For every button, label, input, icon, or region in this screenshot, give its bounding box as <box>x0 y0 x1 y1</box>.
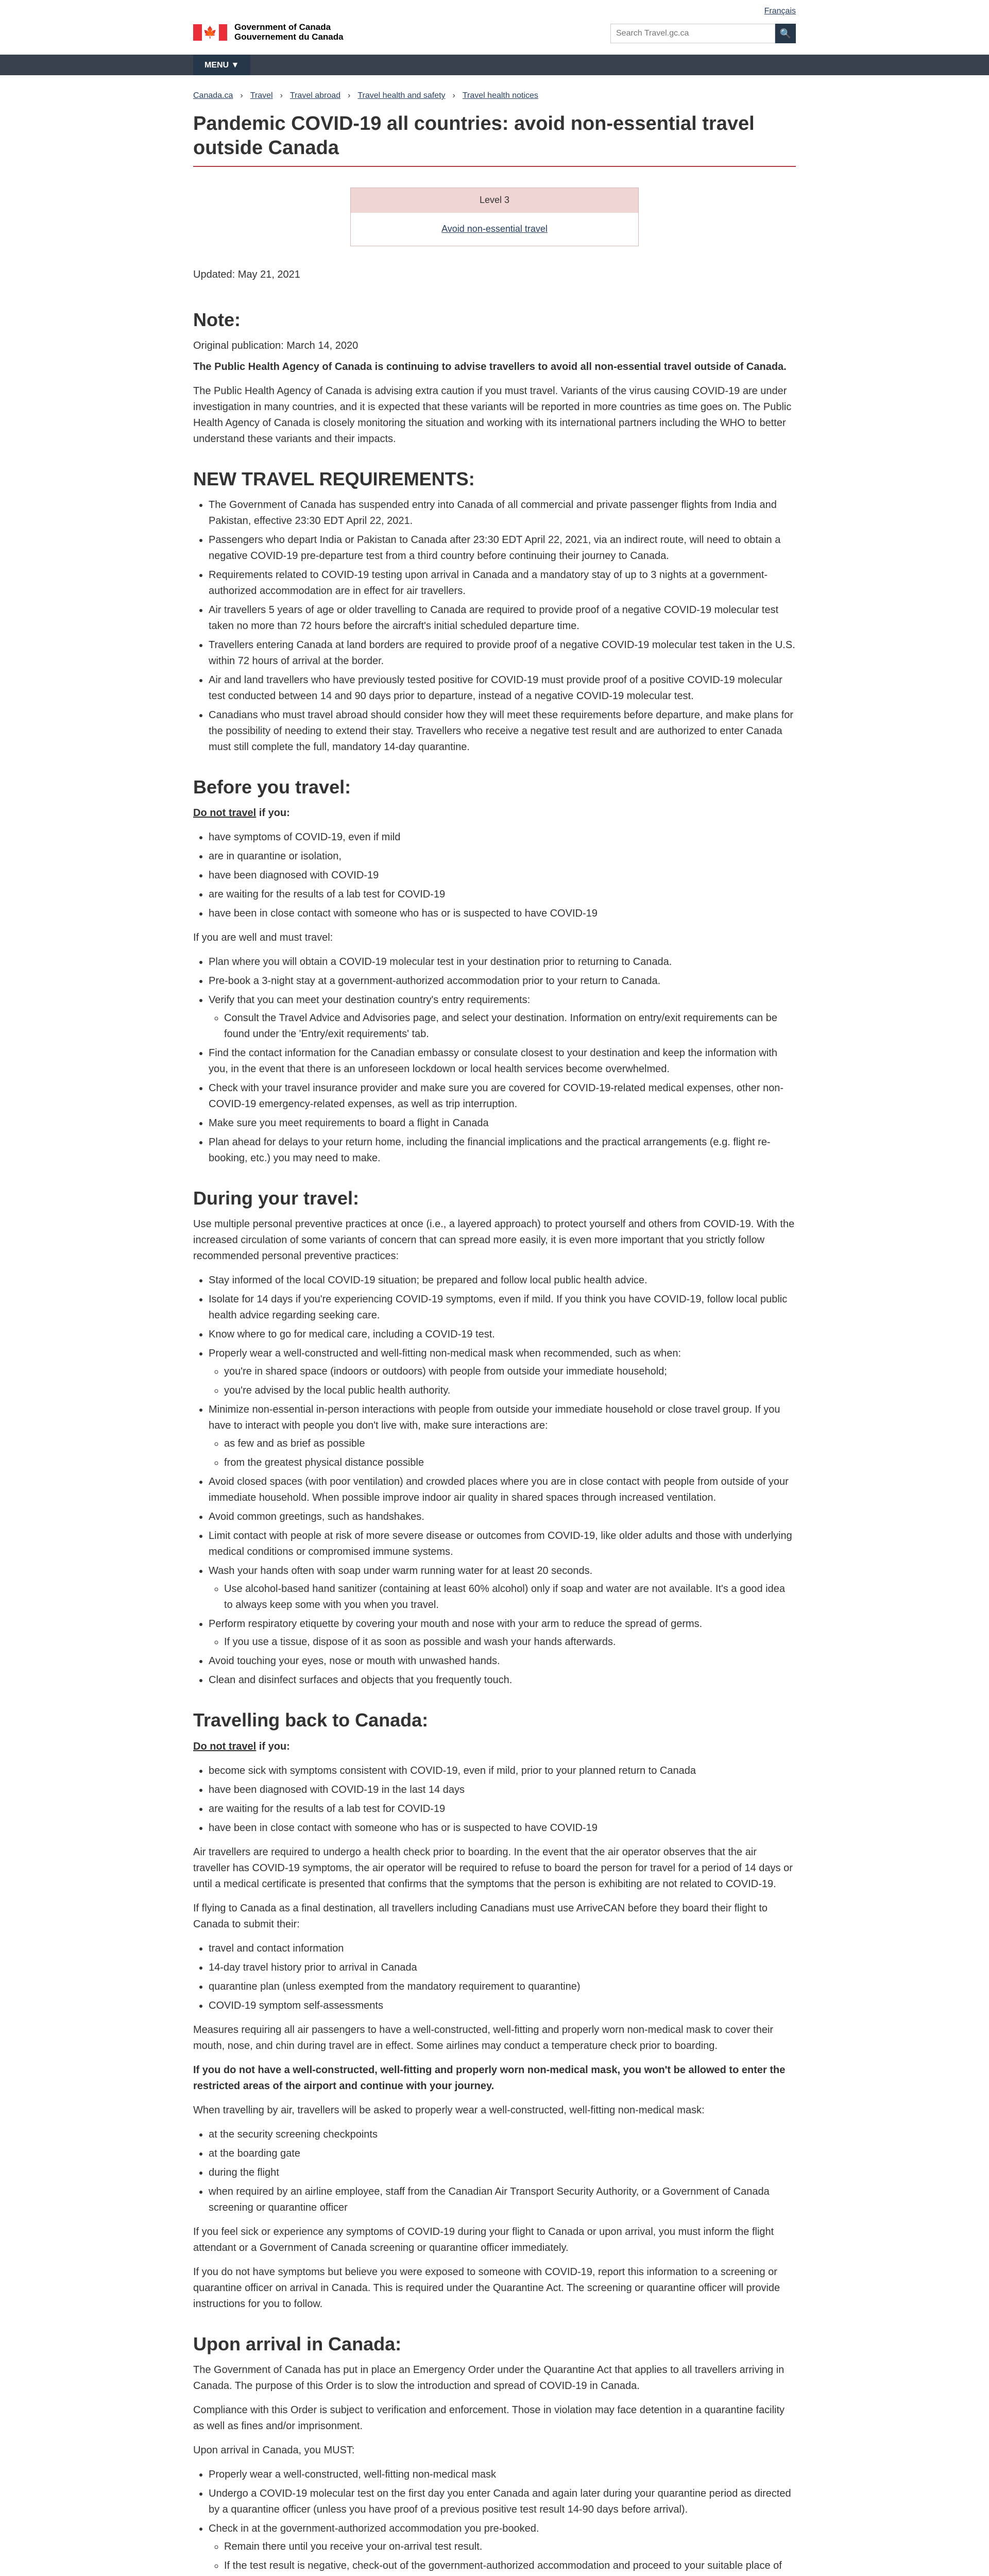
arrival-list <box>209 2467 796 2576</box>
list-item: • have been in close contact with someone who has or is suspected to have COVID-19 <box>209 1820 796 1836</box>
list-item: • Avoid touching your eyes, nose or mouth with unwashed hands. <box>209 1653 796 1669</box>
search-button[interactable] <box>775 24 796 43</box>
breadcrumb-item[interactable]: Travel health and safety <box>357 91 446 100</box>
requirements-list <box>209 497 796 755</box>
government-of-canada-logo[interactable] <box>193 23 344 42</box>
list-item: • have been in close contact with someone who has or is suspected to have COVID-19 <box>209 906 796 922</box>
emergency-order-text: The Government of Canada has put in place an Emergency Order under the Quarantine Act that applies to all travellers arriving in Canada. The purpose of this Order is to slow the introduction and spread of COVID-19 in Canada. <box>193 2364 785 2392</box>
mask-places-list <box>209 2127 796 2216</box>
list-item: • Perform respiratory etiquette by covering your mouth and nose with your arm to reduce the spread of germs. ◦ If you use a tissue, dispose of it as soon as possible and wash your hands afterwards. <box>209 1616 796 1650</box>
breadcrumb-item[interactable]: Travel health notices <box>462 91 538 100</box>
list-item: • Avoid closed spaces (with poor ventilation) and crowded places where you are in close contact with people from outside of your immediate household. When possible improve indoor air quality in shared spaces through increased ventilation. <box>209 1474 796 1506</box>
list-item: • The Government of Canada has suspended entry into Canada of all commercial and private passenger flights from India and Pakistan, effective 23:30 EDT April 22, 2021. <box>209 497 796 529</box>
list-item: • Travellers entering Canada at land borders are required to provide proof of a negative COVID-19 molecular test taken in the U.S. within 72 hours of arrival at the border. <box>209 637 796 669</box>
list-item: • when required by an airline employee, staff from the Canadian Air Transport Security Authority, or a Government of Canada screening or quarantine officer <box>209 2184 796 2216</box>
list-item: • have been diagnosed with COVID-19 in the last 14 days <box>209 1782 796 1798</box>
note-lead: The Public Health Agency of Canada is continuing to advise travellers to avoid all non-essential travel outside of Canada. <box>193 361 787 372</box>
arrivecan-text: If flying to Canada as a final destination, all travellers including Canadians must use ArriveCAN before they board their flight to Canada to submit their: <box>193 1902 768 1930</box>
list-item: • Avoid common greetings, such as handshakes. <box>209 1509 796 1525</box>
air-mask-text: When travelling by air, travellers will be asked to properly wear a well-constructed, well-fitting non-medical mask: <box>193 2104 705 2116</box>
list-item: • become sick with symptoms consistent with COVID-19, even if mild, prior to your planned return to Canada <box>209 1763 796 1779</box>
breadcrumb: Canada.ca › Travel › Travel abroad › Travel health and safety › Travel health notices <box>193 75 796 112</box>
breadcrumb-item[interactable]: Travel <box>250 91 273 100</box>
back-conditions-list <box>209 1763 796 1836</box>
list-item: • are waiting for the results of a lab test for COVID-19 <box>209 887 796 903</box>
arrivecan-list <box>209 1941 796 2014</box>
health-check-text: Air travellers are required to undergo a health check prior to boarding. In the event that the air operator observes that the air traveller has COVID-19 symptoms, the air operator will be required to refuse to board the person for travel for a period of 14 days or until a medical certificate is presented that confirms that the symptoms that the person is exhibiting are not related to COVID-19. <box>193 1846 793 1890</box>
list-item: • Stay informed of the local COVID-19 situation; be prepared and follow local public health advice. <box>209 1273 796 1289</box>
search-icon: 🔍 <box>779 28 792 39</box>
list-item: • Properly wear a well-constructed, well-fitting non-medical mask <box>209 2467 796 2483</box>
note-heading: Note: <box>193 309 241 330</box>
search-bar <box>610 24 796 43</box>
compliance-text: Compliance with this Order is subject to verification and enforcement. Those in violation may face detention in a quarantine facility as well as fines and/or imprisonment. <box>193 2404 785 2432</box>
during-heading: During your travel: <box>193 1188 360 1209</box>
list-item: • are waiting for the results of a lab test for COVID-19 <box>209 1801 796 1817</box>
before-heading: Before you travel: <box>193 776 351 798</box>
list-item: • Clean and disinfect surfaces and objects that you frequently touch. <box>209 1672 796 1688</box>
list-item: • during the flight <box>209 2165 796 2181</box>
search-input[interactable] <box>610 24 775 43</box>
list-item: • 14-day travel history prior to arrival in Canada <box>209 1960 796 1976</box>
during-list <box>209 1273 796 1688</box>
list-item: • Passengers who depart India or Pakistan to Canada after 23:30 EDT April 22, 2021, via an indirect route, will need to obtain a negative COVID-19 pre-departure test from a third country before continuing their journey to Canada. <box>209 532 796 564</box>
list-item: ◦ as few and as brief as possible <box>224 1436 796 1452</box>
risk-level-box <box>350 188 639 246</box>
list-item: • Requirements related to COVID-19 testing upon arrival in Canada and a mandatory stay of up to 3 nights at a government-authorized accommodation are in effect for air travellers. <box>209 567 796 599</box>
back-heading: Travelling back to Canada: <box>193 1709 429 1731</box>
menu-button[interactable]: MENU ▼ <box>193 55 250 75</box>
list-item: • have been diagnosed with COVID-19 <box>209 868 796 884</box>
list-item: • Minimize non-essential in-person interactions with people from outside your immediate household or close travel group. If you have to interact with people you don't live with, make sure interactions are: ◦ as few and as brief as possible ◦ from the greatest physical distance possible <box>209 1402 796 1471</box>
original-publication: Original publication: March 14, 2020 <box>193 340 359 351</box>
breadcrumb-item[interactable]: Travel abroad <box>289 91 341 100</box>
list-item: • Plan where you will obtain a COVID-19 molecular test in your destination prior to returning to Canada. <box>209 954 796 970</box>
list-item: • Wash your hands often with soap under warm running water for at least 20 seconds. ◦ Use alcohol-based hand sanitizer (containing at least 60% alcohol) only if soap and water are not available. It's a good idea to always keep some with you when you travel. <box>209 1563 796 1613</box>
requirements-heading: NEW TRAVEL REQUIREMENTS: <box>193 468 475 489</box>
list-item: • have symptoms of COVID-19, even if mild <box>209 829 796 845</box>
gov-name-fr: Gouvernement du Canada <box>234 31 344 42</box>
list-item: • travel and contact information <box>209 1941 796 1957</box>
before-conditions-list <box>209 829 796 922</box>
list-item: ◦ Consult the Travel Advice and Advisories page, and select your destination. Information on entry/exit requirements can be found under the 'Entry/exit requirements' tab. <box>224 1010 796 1042</box>
list-item: • at the security screening checkpoints <box>209 2127 796 2143</box>
list-item: ◦ from the greatest physical distance possible <box>224 1455 796 1471</box>
must-text: Upon arrival in Canada, you MUST: <box>193 2444 355 2456</box>
list-item: • are in quarantine or isolation, <box>209 849 796 865</box>
menu-bar <box>0 55 989 75</box>
list-item: • Canadians who must travel abroad should consider how they will meet these requirements before departure, and make plans for the possibility of needing to extend their stay. Travellers who receive a negative test result and are authorized to enter Canada must still complete the full, mandatory 14-day quarantine. <box>209 707 796 755</box>
risk-level-link[interactable]: Avoid non-essential travel <box>441 223 548 234</box>
list-item: • quarantine plan (unless exempted from the mandatory requirement to quarantine) <box>209 1979 796 1995</box>
list-item: ◦ you're in shared space (indoors or outdoors) with people from outside your immediate household; <box>224 1364 796 1380</box>
page-title: Pandemic COVID-19 all countries: avoid non-essential travel outside Canada <box>193 112 796 167</box>
list-item: ◦ If you use a tissue, dispose of it as soon as possible and wash your hands afterwards. <box>224 1634 796 1650</box>
list-item: ◦ If the test result is negative, check-out of the government-authorized accommodation and proceed to your suitable place of <box>224 2558 796 2576</box>
list-item: ◦ Remain there until you receive your on-arrival test result. <box>224 2539 796 2555</box>
exposure-text: If you do not have symptoms but believe you were exposed to someone with COVID-19, report this information to a screening or quarantine officer on arrival in Canada. This is required under the Quarantine Act. The screening or quarantine officer will provide instructions for you to follow. <box>193 2266 780 2310</box>
do-not-travel-label: Do not travel <box>193 1740 257 1752</box>
list-item: • Air and land travellers who have previously tested positive for COVID-19 must provide proof of a positive COVID-19 molecular test conducted between 14 and 90 days prior to departure, instead of a negative COVID-19 molecular test. <box>209 672 796 704</box>
list-item: ◦ you're advised by the local public health authority. <box>224 1383 796 1399</box>
list-item: • Plan ahead for delays to your return home, including the financial implications and the practical arrangements (e.g. flight re-booking, etc.) you may need to make. <box>209 1134 796 1166</box>
during-intro: Use multiple personal preventive practices at once (i.e., a layered approach) to protect yourself and others from COVID-19. With the increased circulation of some variants of concern that can spread more easily, it is even more important that you strictly follow recommended personal preventive practices: <box>193 1218 795 1262</box>
canada-flag-icon: 🍁 <box>193 24 227 41</box>
list-item: • at the boarding gate <box>209 2146 796 2162</box>
list-item: • Undergo a COVID-19 molecular test on the first day you enter Canada and again later during your quarantine period as directed by a quarantine officer (unless you have proof of a previous positive test result 14-90 days before arrival). <box>209 2486 796 2518</box>
feel-sick-text: If you feel sick or experience any symptoms of COVID-19 during your flight to Canada or upon arrival, you must inform the flight attendant or a Government of Canada screening or quarantine officer immediately. <box>193 2226 774 2253</box>
note-body: The Public Health Agency of Canada is advising extra caution if you must travel. Variants of the virus causing COVID-19 are under investigation in many countries, and it is expected that these variants will be reported in more countries as time goes on. The Public Health Agency of Canada is closely monitoring the situation and working with its international partners including the WHO to better understand these variants and their impacts. <box>193 385 792 445</box>
before-steps-list <box>209 954 796 1166</box>
list-item: • Air travellers 5 years of age or older travelling to Canada are required to provide proof of a negative COVID-19 molecular test taken no more than 72 hours before the aircraft's initial scheduled departure time. <box>209 602 796 634</box>
list-item: • Isolate for 14 days if you're experiencing COVID-19 symptoms, even if mild. If you think you have COVID-19, follow local public health advice regarding seeking care. <box>209 1292 796 1324</box>
updated-date: Updated: May 21, 2021 <box>193 268 300 280</box>
do-not-travel-label: Do not travel <box>193 807 257 819</box>
list-item: • Check in at the government-authorized accommodation you pre-booked. ◦ Remain there until you receive your on-arrival test result. ◦ If the test result is negative, check-out of the government-authorized accommodation and proceed to your suitable place of <box>209 2521 796 2576</box>
list-item: • Know where to go for medical care, including a COVID-19 test. <box>209 1327 796 1343</box>
risk-level-label: Level 3 <box>351 188 638 213</box>
mask-measures-text: Measures requiring all air passengers to have a well-constructed, well-fitting and properly worn non-medical mask to cover their mouth, nose, and chin during travel are in effect. Some airlines may conduct a temperature check prior to boarding. <box>193 2024 774 2052</box>
must-travel-text: If you are well and must travel: <box>193 932 333 944</box>
mask-warning: If you do not have a well-constructed, well-fitting and properly worn non-medical mask, you won't be allowed to enter the restricted areas of the airport and continue with your journey. <box>193 2064 786 2092</box>
list-item: • Properly wear a well-constructed and well-fitting non-medical mask when recommended, such as when: ◦ you're in shared space (indoors or outdoors) with people from outside your immediate household; ◦ you're advised by the local public health authority. <box>209 1346 796 1399</box>
breadcrumb-item[interactable]: Canada.ca <box>193 91 233 100</box>
list-item: ◦ Use alcohol-based hand sanitizer (containing at least 60% alcohol) only if soap and water are not available. It's a good idea to always keep some with you when you travel. <box>224 1581 796 1613</box>
list-item: • Make sure you meet requirements to board a flight in Canada <box>209 1115 796 1131</box>
list-item: • Limit contact with people at risk of more severe disease or outcomes from COVID-19, like older adults and those with underlying medical conditions or compromised immune systems. <box>209 1528 796 1560</box>
list-item: • Verify that you can meet your destination country's entry requirements: ◦ Consult the Travel Advice and Advisories page, and select your destination. Information on entry/exit requirements can be found under the 'Entry/exit requirements' tab. <box>209 992 796 1042</box>
arrival-heading: Upon arrival in Canada: <box>193 2333 402 2354</box>
list-item: • COVID-19 symptom self-assessments <box>209 1998 796 2014</box>
list-item: • Find the contact information for the Canadian embassy or consulate closest to your destination and keep the information with you, in the event that there is an unforeseen lockdown or local health services become overwhelmed. <box>209 1045 796 1077</box>
gov-name-en: Government of Canada <box>234 22 331 32</box>
top-bar <box>0 0 989 55</box>
list-item: • Check with your travel insurance provider and make sure you are covered for COVID-19-related medical expenses, other non-COVID-19 emergency-related expenses, as well as trip interruption. <box>209 1080 796 1112</box>
language-toggle-link[interactable]: Français <box>764 7 796 15</box>
list-item: • Pre-book a 3-night stay at a government-authorized accommodation prior to your return to Canada. <box>209 973 796 989</box>
